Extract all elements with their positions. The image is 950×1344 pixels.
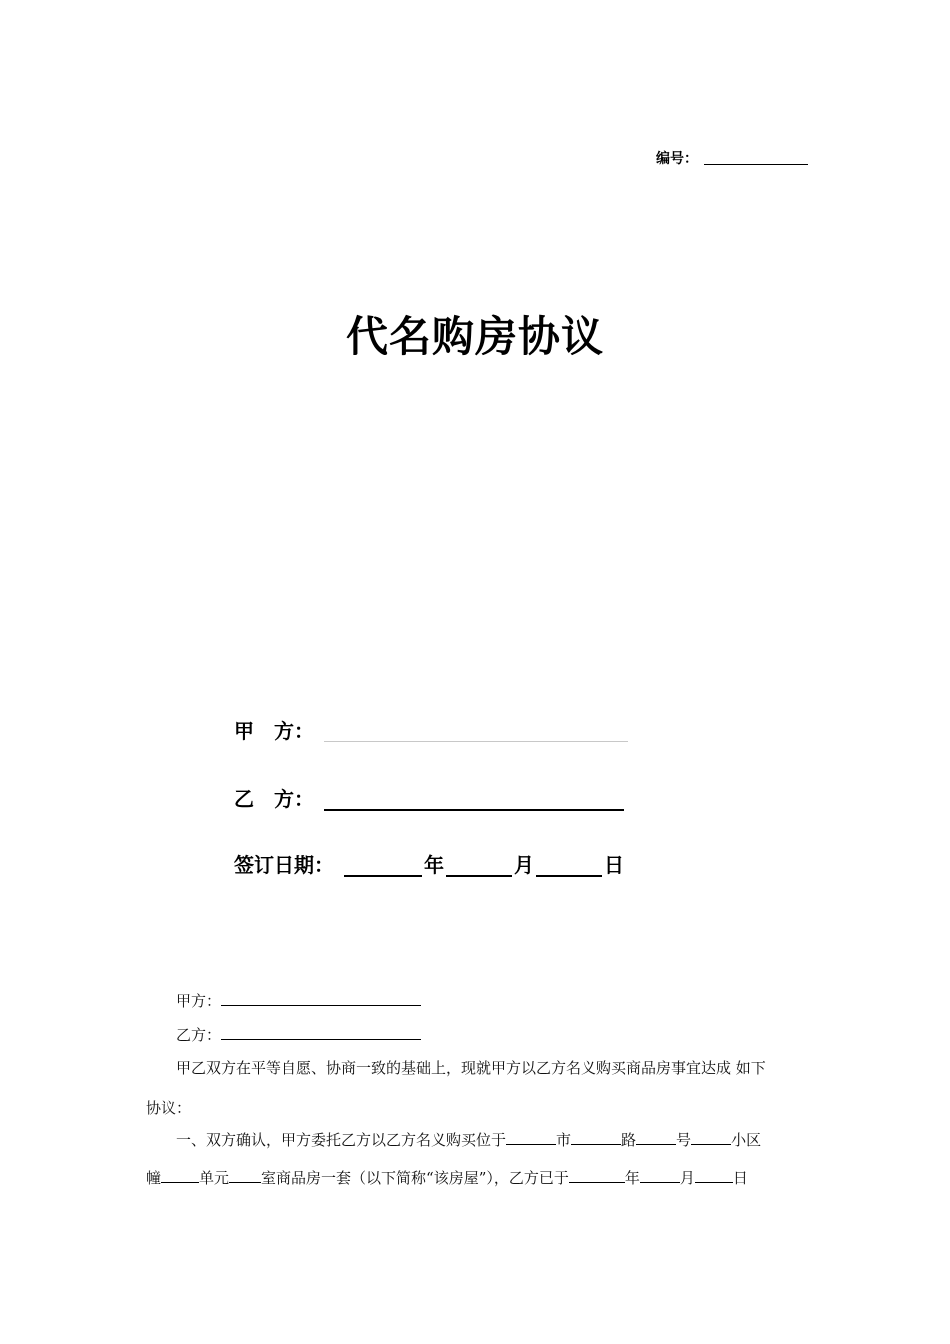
community-unit: 小区 bbox=[731, 1131, 762, 1149]
page-title: 代名购房协议 bbox=[345, 312, 604, 361]
cover-sign-date bbox=[234, 850, 634, 880]
body-party-b-label: 乙方： bbox=[176, 1026, 222, 1044]
intro-line-2: 协议： bbox=[146, 1099, 192, 1117]
city-blank[interactable] bbox=[506, 1129, 556, 1145]
sign-month-blank[interactable] bbox=[446, 875, 512, 877]
sign-month-unit: 月 bbox=[514, 853, 534, 877]
purchase-year-unit: 年 bbox=[624, 1169, 640, 1187]
room-blank[interactable] bbox=[229, 1167, 261, 1183]
serial-blank[interactable] bbox=[704, 164, 808, 165]
cover-party-b-blank[interactable] bbox=[324, 809, 624, 811]
body-party-a bbox=[176, 990, 421, 1012]
cover-party-b bbox=[234, 784, 314, 814]
purchase-day-blank[interactable] bbox=[695, 1167, 733, 1183]
purchase-year-blank[interactable] bbox=[569, 1167, 625, 1183]
city-unit: 市 bbox=[556, 1131, 572, 1149]
cover-party-a bbox=[234, 716, 314, 746]
serial-label: 编号： bbox=[656, 151, 698, 167]
sign-day-unit: 日 bbox=[604, 853, 624, 877]
cover-party-a-blank[interactable] bbox=[324, 741, 628, 742]
body-party-b bbox=[176, 1024, 421, 1046]
unit-blank[interactable] bbox=[161, 1167, 199, 1183]
body-party-a-blank[interactable] bbox=[221, 990, 421, 1006]
building-unit: 幢 bbox=[146, 1169, 162, 1187]
body-party-a-label: 甲方： bbox=[176, 992, 222, 1010]
sign-day-blank[interactable] bbox=[536, 875, 602, 877]
cover-party-b-label: 乙 方： bbox=[234, 787, 314, 811]
sign-year-unit: 年 bbox=[424, 853, 444, 877]
unit-label: 单元 bbox=[199, 1169, 230, 1187]
cover-party-a-label: 甲 方： bbox=[234, 719, 314, 743]
intro-line-1: 甲乙双方在平等自愿、协商一致的基础上，现就甲方以乙方名义购买商品房事宜达成 如下 bbox=[176, 1059, 766, 1077]
clause-1-text: 一、双方确认，甲方委托乙方以乙方名义购买位于 bbox=[176, 1131, 507, 1149]
purchase-month-unit: 月 bbox=[679, 1169, 695, 1187]
body-party-b-blank[interactable] bbox=[221, 1024, 421, 1040]
road-blank[interactable] bbox=[571, 1129, 621, 1145]
clause-1-line-2 bbox=[146, 1167, 748, 1189]
community-blank[interactable] bbox=[691, 1129, 731, 1145]
serial-number bbox=[656, 148, 698, 168]
purchase-day-unit: 日 bbox=[732, 1169, 748, 1187]
purchase-month-blank[interactable] bbox=[640, 1167, 680, 1183]
number-blank[interactable] bbox=[636, 1129, 676, 1145]
road-unit: 路 bbox=[621, 1131, 637, 1149]
clause-1-line-1 bbox=[176, 1129, 761, 1151]
room-text: 室商品房一套（以下简称“该房屋”），乙方已于 bbox=[261, 1169, 569, 1187]
number-unit: 号 bbox=[676, 1131, 692, 1149]
sign-year-blank[interactable] bbox=[344, 875, 422, 877]
sign-date-label: 签订日期： bbox=[234, 853, 334, 877]
